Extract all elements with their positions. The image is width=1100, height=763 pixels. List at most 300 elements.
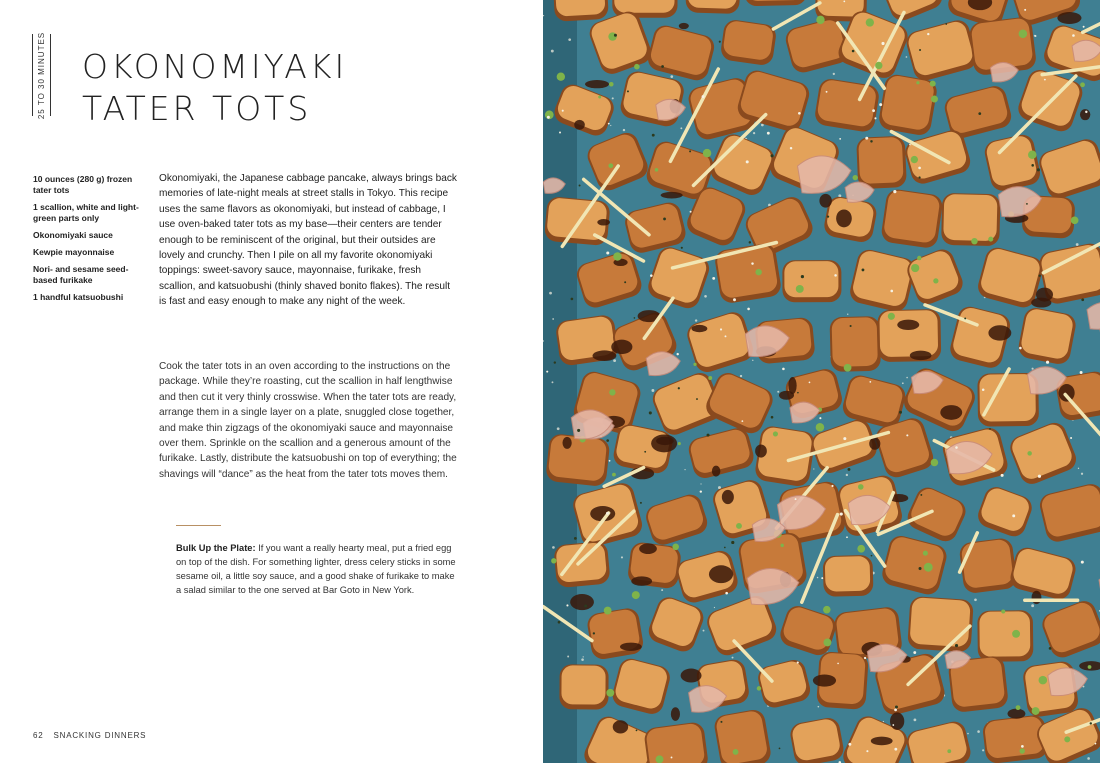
tip-text: If you want a really hearty meal, put a fried egg on top of the dish. For something lighter, dress celery sticks in some sesame oil, a little soy sauce, and a good shake of furikake to make a salad similar to the one served at Bar Goto in New York. [176, 543, 456, 596]
furikake-speck [584, 605, 587, 608]
furikake-speck [955, 446, 958, 449]
tray-speckle [621, 556, 623, 558]
tray-speckle [1087, 757, 1090, 760]
furikake-speck [795, 498, 797, 500]
tray-speckle [549, 292, 552, 295]
tray-speckle [567, 656, 569, 658]
scallion-slice [853, 175, 858, 180]
tater-tot [561, 665, 605, 704]
furikake-speck [848, 468, 851, 471]
furikake-speck [840, 512, 843, 515]
sauce-drop [897, 320, 919, 330]
tray-speckle [1081, 473, 1083, 475]
tray-speckle [695, 319, 697, 321]
furikake-speck [1081, 561, 1084, 564]
scallion-slice [1027, 451, 1031, 455]
recipe-title-line-1: OKONOMIYAKI [82, 47, 348, 86]
furikake-speck [826, 91, 828, 93]
tray-speckle [680, 127, 682, 129]
sauce-drop [1036, 288, 1053, 302]
furikake-speck [1095, 743, 1097, 745]
tater-tot [784, 261, 838, 297]
tray-speckle [568, 38, 571, 41]
furikake-speck [918, 176, 920, 178]
furikake-speck [1072, 34, 1075, 37]
sauce-drop [639, 543, 657, 554]
sauce-drop [570, 594, 594, 610]
furikake-speck [725, 335, 727, 337]
furikake-speck [1049, 647, 1052, 650]
scallion-slice [796, 285, 804, 293]
tray-speckle [846, 474, 848, 476]
furikake-speck [1021, 745, 1024, 748]
furikake-speck [1046, 361, 1049, 364]
sauce-drop [709, 565, 733, 583]
sauce-drop [722, 490, 734, 504]
scallion-slice [931, 459, 939, 467]
tater-tot [858, 137, 903, 184]
sauce-drop [613, 720, 628, 733]
furikake-speck [724, 547, 726, 549]
tray-speckle [623, 129, 625, 131]
scallion-slice [911, 156, 918, 163]
tray-speckle [552, 546, 555, 549]
tater-tot [880, 74, 935, 131]
furikake-speck [955, 644, 958, 647]
furikake-speck [649, 411, 652, 414]
scallion-slice [988, 237, 993, 242]
furikake-speck [871, 555, 873, 557]
scallion-slice [678, 442, 681, 445]
tray-speckle [557, 427, 560, 430]
furikake-speck [1026, 203, 1028, 205]
furikake-speck [690, 211, 692, 213]
tray-speckle [700, 483, 701, 484]
cooking-time-tab [32, 31, 51, 119]
furikake-speck [821, 577, 823, 579]
furikake-speck [733, 298, 736, 301]
scallion-slice [923, 551, 928, 556]
furikake-speck [720, 328, 722, 330]
tater-tot [722, 20, 774, 61]
furikake-speck [1039, 275, 1041, 277]
ingredient-list [33, 174, 143, 309]
sauce-drop [836, 209, 852, 227]
furikake-speck [918, 167, 921, 170]
furikake-speck [624, 281, 626, 283]
ingredient-item: 1 scallion, white and light-green parts only [33, 202, 139, 223]
furikake-speck [978, 112, 981, 115]
recipe-method: Cook the tater tots in an oven according to the instructions on the package. While they’re roasting, cut the scallion in half lengthwise and then cut it very thinly crosswise. When the tater tots are ready, arrange them in a single layer on a plate, snuggled close together, and make thin zigzags of the okonomiyaki sauce and mayonnaise over them. Sprinkle on the scallion and a generous amount of the furikake. Lastly, distribute the katsuobushi on top of everything; the shavings will “dance” as the heat from the tater tots moves them. [159, 361, 457, 480]
tater-tot [546, 197, 607, 241]
photo-canvas [543, 0, 1100, 763]
furikake-speck [872, 109, 875, 112]
furikake-speck [725, 592, 728, 595]
tray-speckle [661, 589, 663, 591]
tray-speckle [967, 733, 969, 735]
tray-speckle [551, 50, 554, 53]
furikake-speck [982, 389, 985, 392]
furikake-speck [1037, 168, 1040, 171]
ingredient-item: 10 ounces (280 g) frozen tater tots [33, 174, 133, 195]
scallion-slice [1019, 29, 1028, 38]
sauce-drop [819, 194, 831, 208]
furikake-speck [843, 437, 846, 440]
scallion-slice [655, 168, 659, 172]
furikake-speck [677, 353, 679, 355]
tray-speckle [753, 132, 755, 134]
scallion-slice [608, 163, 613, 168]
sauce-drop [585, 80, 609, 88]
furikake-speck [593, 632, 595, 634]
tater-tot [825, 556, 871, 592]
scallion-slice [1064, 736, 1070, 742]
furikake-speck [798, 112, 801, 115]
scallion-slice [1088, 665, 1092, 669]
furikake-speck [1038, 475, 1041, 478]
furikake-speck [554, 361, 556, 363]
scallion-slice [971, 238, 977, 244]
page-footer [33, 731, 146, 740]
scallion-slice [931, 96, 938, 103]
sauce-drop [1057, 12, 1081, 24]
tray-speckle [1032, 368, 1034, 370]
furikake-speck [909, 144, 911, 146]
scallion-slice [609, 389, 615, 395]
furikake-speck [1070, 437, 1072, 439]
scallion-slice [1020, 748, 1025, 753]
furikake-speck [989, 428, 991, 430]
furikake-speck [834, 274, 837, 277]
page-number: 62 [33, 731, 44, 740]
recipe-tip [176, 541, 461, 597]
tray-speckle [740, 375, 742, 377]
furikake-speck [1024, 9, 1026, 11]
tray-speckle [813, 468, 814, 469]
furikake-speck [606, 512, 609, 515]
furikake-speck [790, 147, 792, 149]
tray-speckle [1076, 243, 1079, 246]
furikake-speck [644, 451, 646, 453]
furikake-speck [1035, 35, 1037, 37]
scallion-slice [1016, 705, 1021, 710]
furikake-speck [862, 269, 865, 272]
scallion-slice [916, 81, 919, 84]
furikake-speck [1083, 26, 1085, 28]
furikake-speck [843, 0, 845, 2]
furikake-speck [1012, 514, 1015, 517]
furikake-speck [640, 502, 642, 504]
cooking-time-label: 25 TO 30 MINUTES [37, 31, 47, 119]
tray-speckle [703, 630, 705, 632]
scallion-slice [816, 423, 825, 432]
recipe-title [82, 46, 402, 130]
tray-speckle [552, 381, 554, 383]
furikake-speck [720, 721, 722, 723]
sauce-drop [871, 737, 893, 746]
scallion-slice [1032, 707, 1040, 715]
tater-tot [715, 710, 769, 763]
sauce-drop [671, 707, 680, 721]
tray-speckle [684, 469, 685, 470]
tip-label: Bulk Up the Plate: [176, 543, 256, 553]
tray-speckle [818, 706, 820, 708]
furikake-speck [819, 417, 821, 419]
sauce-drop [890, 712, 904, 730]
recipe-page [0, 0, 543, 763]
furikake-speck [559, 132, 561, 134]
ingredient-item: Okonomiyaki sauce [33, 230, 113, 240]
furikake-speck [1019, 347, 1022, 350]
tray-speckle [847, 314, 848, 315]
furikake-speck [1081, 298, 1084, 301]
furikake-speck [627, 90, 629, 92]
furikake-speck [801, 275, 804, 278]
tray-speckle [974, 598, 977, 601]
scallion-slice [858, 484, 864, 490]
furikake-speck [636, 729, 638, 731]
tray-speckle [1078, 468, 1079, 469]
furikake-speck [1080, 371, 1083, 374]
tray-speckle [714, 607, 715, 608]
furikake-speck [890, 290, 893, 293]
scallion-slice [1071, 217, 1079, 225]
scallion-slice [755, 269, 761, 275]
tray-speckle [982, 749, 984, 751]
tray-speckle [914, 719, 917, 722]
tray-speckle [732, 657, 734, 659]
scallion-slice [656, 755, 664, 763]
sauce-drop [813, 675, 836, 687]
furikake-speck [1031, 164, 1034, 167]
tray-speckle [1031, 604, 1034, 607]
furikake-speck [881, 42, 884, 45]
scallion-slice [773, 431, 778, 436]
tater-tot [548, 434, 608, 481]
scallion-slice [924, 563, 933, 572]
furikake-speck [879, 103, 882, 106]
sauce-drop [869, 437, 880, 449]
tater-tot [979, 611, 1030, 657]
scallion-slice [606, 689, 614, 697]
furikake-speck [663, 218, 666, 221]
scallion-slice [1012, 630, 1020, 638]
scallion-slice [888, 313, 895, 320]
tater-tot [716, 244, 779, 300]
sauce-drop [562, 437, 571, 449]
scallion-slice [823, 638, 831, 646]
tater-tot [909, 597, 970, 647]
tater-tot [984, 715, 1045, 759]
tater-tots-photo [543, 0, 1100, 763]
sauce-drop [755, 444, 767, 457]
tray-speckle [752, 360, 753, 361]
furikake-speck [893, 190, 896, 193]
scallion-slice [844, 364, 852, 372]
furikake-speck [864, 657, 866, 659]
furikake-speck [707, 434, 710, 437]
sauce-drop [712, 466, 720, 477]
tray-speckle [670, 75, 673, 78]
tray-speckle [704, 295, 707, 298]
furikake-speck [712, 277, 715, 280]
scallion-slice [632, 591, 640, 599]
furikake-speck [696, 398, 698, 400]
sauce-drop [656, 437, 674, 445]
furikake-speck [831, 485, 833, 487]
furikake-speck [827, 216, 829, 218]
furikake-speck [782, 368, 785, 371]
scallion-slice [757, 686, 761, 690]
tray-speckle [977, 730, 980, 733]
tray-speckle [610, 125, 611, 126]
section-name: SNACKING DINNERS [53, 731, 147, 740]
sauce-drop [679, 23, 689, 29]
furikake-speck [749, 241, 751, 243]
furikake-speck [574, 537, 577, 540]
tray-speckle [612, 97, 614, 99]
furikake-speck [866, 750, 868, 752]
furikake-speck [894, 709, 897, 712]
sauce-drop [1059, 384, 1075, 402]
furikake-speck [652, 134, 655, 137]
scallion-slice [933, 278, 938, 283]
scallion-slice [947, 749, 951, 753]
furikake-speck [558, 621, 561, 624]
furikake-speck [846, 536, 848, 538]
furikake-speck [1090, 722, 1092, 724]
tater-tot [943, 194, 997, 241]
furikake-speck [608, 123, 610, 125]
tray-speckle [906, 56, 908, 58]
scallion-slice [1028, 150, 1037, 159]
furikake-speck [571, 298, 574, 301]
sauce-drop [611, 340, 632, 354]
furikake-speck [681, 247, 683, 249]
sauce-drop [940, 405, 962, 420]
furikake-speck [566, 604, 568, 606]
sauce-drop [1032, 591, 1042, 604]
furikake-speck [741, 420, 743, 422]
tip-divider [176, 525, 221, 526]
furikake-speck [700, 490, 702, 492]
sauce-drop [620, 643, 642, 651]
tater-tot [883, 189, 941, 244]
furikake-speck [927, 33, 929, 35]
furikake-speck [771, 416, 774, 419]
furikake-speck [919, 49, 921, 51]
furikake-speck [892, 724, 894, 726]
sauce-drop [597, 219, 610, 226]
furikake-speck [678, 387, 680, 389]
furikake-speck [869, 381, 871, 383]
scallion-slice [604, 607, 612, 615]
scallion-slice [857, 545, 865, 553]
scallion-slice [875, 62, 882, 69]
furikake-speck [1044, 79, 1046, 81]
furikake-speck [634, 317, 636, 319]
tater-tot [1020, 307, 1075, 360]
furikake-speck [579, 185, 581, 187]
tray-speckle [817, 577, 819, 579]
furikake-speck [870, 140, 872, 142]
scallion-slice [736, 523, 742, 529]
furikake-speck [865, 137, 868, 140]
tray-speckle [902, 382, 904, 384]
scallion-slice [703, 149, 711, 157]
tray-speckle [777, 391, 779, 393]
furikake-speck [1085, 111, 1087, 113]
recipe-intro: Okonomiyaki, the Japanese cabbage pancake, always brings back memories of late-night meals at street stalls in Tokyo. This recipe uses the same flavors as okonomiyaki, but instead of cabbage, I use oven-baked tater tots as my base—their centers are tender enough to be reminiscent of the original, but their outsides are lovely and crunchy. Then I pile on all my favorite okonomiyaki toppings: sweet-savory sauce, mayonnaise, furikake, fresh scallion, and katsuobushi (thinly shaved bonito flakes). The result is fast and easy enough to make any night of the week. [159, 173, 457, 308]
furikake-speck [751, 262, 753, 264]
furikake-speck [779, 747, 781, 749]
sauce-drop [661, 192, 683, 199]
recipe-title-line-2: TATER TOTS [82, 89, 312, 128]
furikake-speck [874, 117, 876, 119]
scallion-slice [609, 82, 614, 87]
sauce-drop [910, 351, 932, 360]
furikake-speck [746, 160, 749, 163]
furikake-speck [770, 154, 773, 157]
furikake-speck [609, 460, 611, 462]
furikake-speck [747, 308, 750, 311]
furikake-speck [945, 23, 947, 25]
scallion-slice [551, 558, 556, 563]
scallion-slice [613, 252, 622, 261]
furikake-speck [547, 116, 550, 119]
furikake-speck [895, 706, 898, 709]
furikake-speck [809, 382, 811, 384]
furikake-speck [919, 567, 922, 570]
furikake-speck [689, 150, 691, 152]
scallion-slice [672, 544, 679, 551]
furikake-speck [614, 34, 617, 37]
furikake-speck [562, 110, 564, 112]
tray-speckle [613, 359, 616, 362]
scallion-slice [917, 256, 921, 260]
tater-tot [832, 317, 878, 367]
scallion-slice [816, 16, 824, 24]
scallion-slice [911, 264, 919, 272]
furikake-speck [797, 661, 799, 663]
furikake-speck [850, 325, 852, 327]
tray-speckle [581, 658, 584, 661]
scallion-slice [781, 544, 784, 547]
furikake-speck [906, 434, 908, 436]
scallion-slice [866, 18, 874, 26]
sauce-drop [1080, 109, 1090, 120]
sauce-drop [691, 325, 707, 332]
furikake-speck [546, 371, 548, 373]
scallion-slice [598, 96, 601, 99]
tray-speckle [906, 377, 908, 379]
furikake-speck [913, 651, 916, 654]
scallion-slice [557, 73, 565, 81]
tray-speckle [833, 73, 835, 75]
furikake-speck [899, 411, 902, 414]
furikake-speck [731, 541, 734, 544]
furikake-speck [767, 132, 770, 135]
furikake-speck [894, 748, 897, 751]
tray-speckle [651, 389, 654, 392]
scallion-slice [693, 363, 696, 366]
ingredient-item: Nori- and sesame seed-based furikake [33, 264, 129, 285]
scallion-slice [1001, 609, 1005, 613]
sauce-drop [988, 325, 1011, 340]
sauce-drop [1008, 709, 1026, 719]
sauce-drop [574, 120, 585, 130]
sauce-drop [681, 669, 702, 683]
